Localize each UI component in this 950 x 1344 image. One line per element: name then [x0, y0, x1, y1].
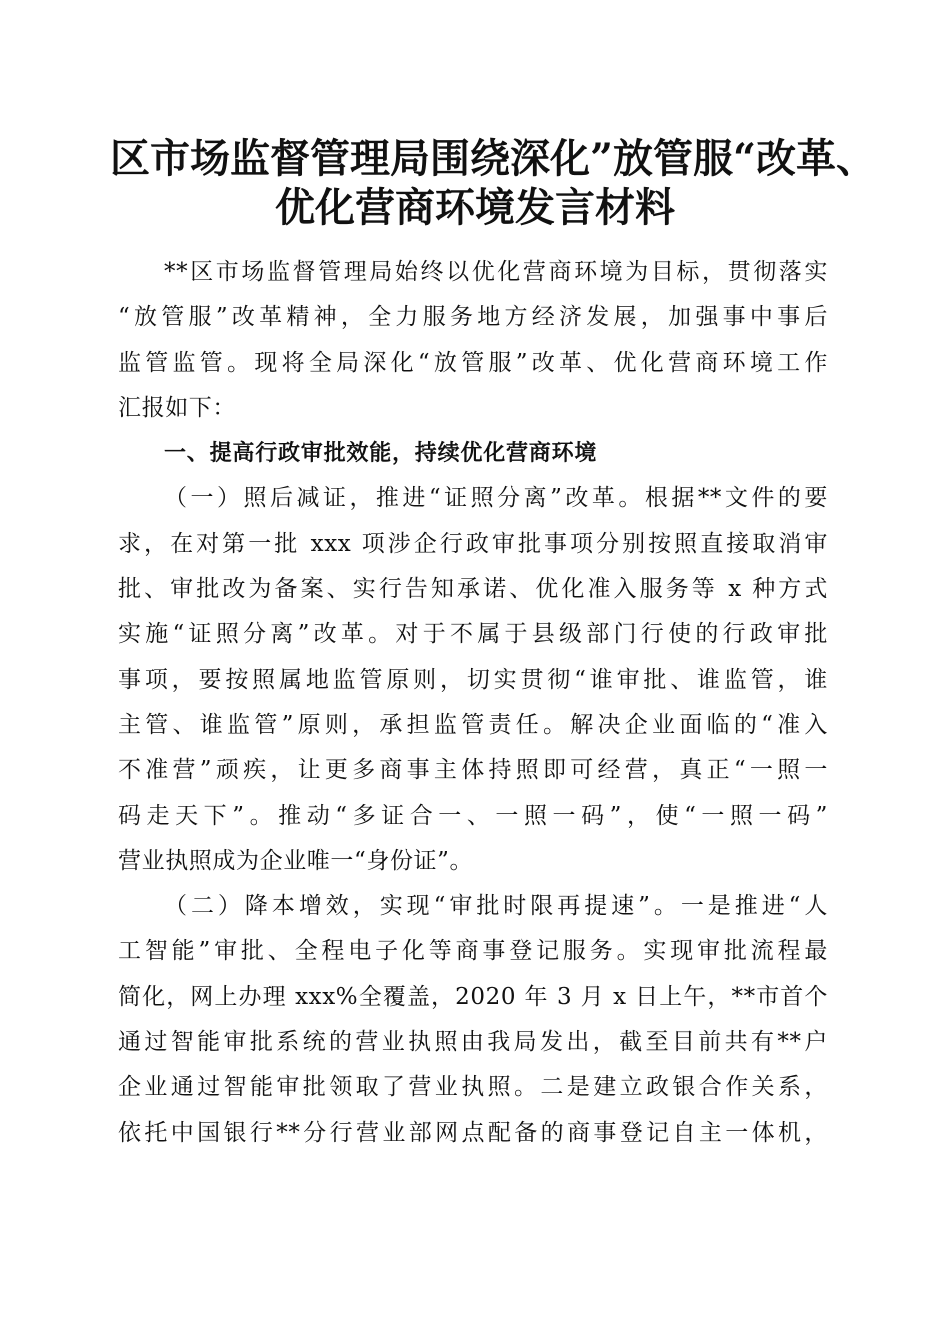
paragraph-line: （二）降本增效，实现“审批时限再提速”。一是推进“人 — [164, 893, 828, 920]
document-title-line-2: 优化营商环境发言材料 — [275, 184, 675, 231]
document-body — [118, 250, 828, 1156]
section-heading: 一、提高行政审批效能，持续优化营商环境 — [164, 441, 598, 467]
paragraph-line: （一）照后减证，推进“证照分离”改革。根据**文件的要 — [164, 485, 828, 512]
intro-line: **区市场监督管理局始终以优化营商环境为目标，贯彻落实 — [164, 259, 828, 285]
intro-line: 汇报如下： — [118, 394, 236, 421]
intro-line: “放管服”改革精神，全力服务地方经济发展，加强事中事后 — [118, 304, 828, 331]
paragraph-line: 依托中国银行**分行营业部网点配备的商事登记自主一体机， — [118, 1119, 828, 1146]
paragraph-line: 码走天下”。推动“多证合一、一照一码”，使“一照一码” — [118, 802, 828, 829]
paragraph-line: 求，在对第一批 xxx 项涉企行政审批事项分别按照直接取消审 — [118, 530, 828, 557]
paragraph-line: 事项，要按照属地监管原则，切实贯彻“谁审批、谁监管，谁 — [118, 666, 828, 693]
paragraph-line: 企业通过智能审批领取了营业执照。二是建立政银合作关系， — [118, 1074, 828, 1101]
document-title-line-1: 区市场监督管理局围绕深化”放管服“改革、 — [110, 135, 877, 182]
intro-line: 监管监管。现将全局深化“放管服”改革、优化营商环境工作 — [118, 349, 828, 376]
paragraph-line: 简化，网上办理 xxx%全覆盖，2020 年 3 月 x 日上午，**市首个 — [118, 983, 828, 1010]
paragraph-line: 实施“证照分离”改革。对于不属于县级部门行使的行政审批 — [118, 621, 828, 648]
paragraph-line: 批、审批改为备案、实行告知承诺、优化准入服务等 x 种方式 — [118, 576, 828, 603]
paragraph-line: 不准营”顽疾，让更多商事主体持照即可经营，真正“一照一 — [118, 757, 828, 784]
paragraph-line: 主管、谁监管”原则，承担监管责任。解决企业面临的“准入 — [118, 711, 828, 738]
paragraph-line: 通过智能审批系统的营业执照由我局发出，截至目前共有**户 — [118, 1029, 828, 1056]
paragraph-line: 营业执照成为企业唯一“身份证”。 — [118, 847, 474, 874]
paragraph-line: 工智能”审批、全程电子化等商事登记服务。实现审批流程最 — [118, 938, 828, 965]
